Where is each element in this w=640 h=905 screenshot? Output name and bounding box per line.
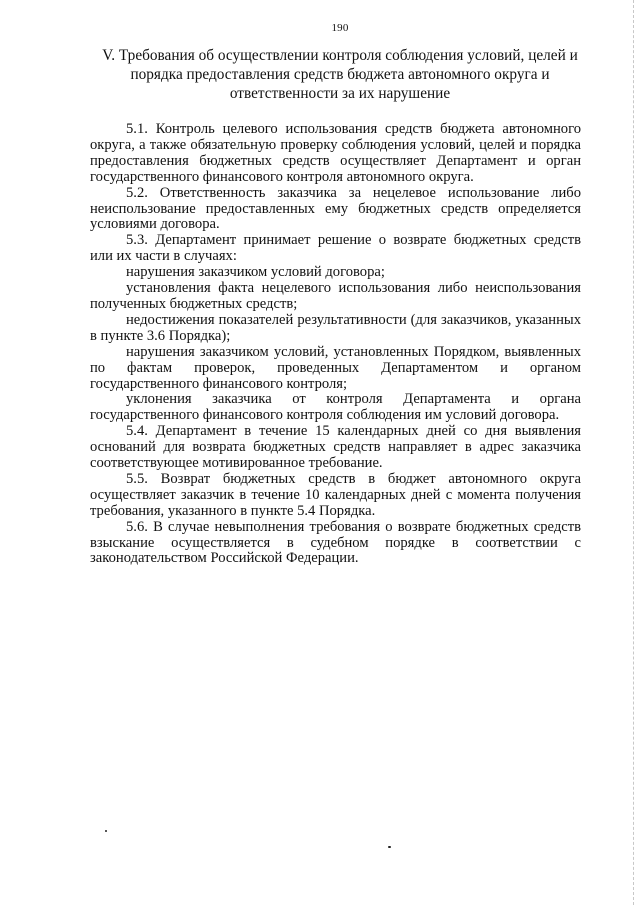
section-body (90, 122, 581, 567)
scan-speck (105, 830, 107, 832)
list-item-evasion-of-control: уклонения заказчика от контроля Департамента и органа государственного финансового контроля соблюдения им условий договора. (90, 391, 581, 424)
list-item-misuse-of-funds: установления факта нецелевого использования либо неиспользования полученных бюджетных средств; (90, 280, 581, 312)
list-item-violation-of-conditions: нарушения заказчиком условий, установленных Порядком, выявленных по фактам проверок, проведенных Департаментом и органом государственного финансового контроля; (90, 343, 581, 392)
list-item-indicators-not-met: недостижения показателей результативности (для заказчиков, указанных в пункте 3.6 Порядка); (90, 311, 581, 344)
paragraph-5-6: 5.6. В случае невыполнения требования о возврате бюджетных средств взыскание осуществляется в судебном порядке в соответствии с законодательством Российской Федерации. (90, 518, 581, 567)
paragraph-5-3: 5.3. Департамент принимает решение о возврате бюджетных средств или их части в случаях: (90, 232, 581, 265)
paragraph-5-4: 5.4. Департамент в течение 15 календарных дней со дня выявления оснований для возврата бюджетных средств направляет в адрес заказчика соответствующее мотивированное требование. (90, 423, 581, 472)
paragraph-5-2: 5.2. Ответственность заказчика за нецелевое использование либо неиспользование предоставленных ему бюджетных средств определяется условиями договора. (90, 184, 581, 233)
paragraph-5-5: 5.5. Возврат бюджетных средств в бюджет автономного округа осуществляет заказчик в течение 10 календарных дней с момента получения требования, указанного в пункте 5.4 Порядка. (90, 470, 581, 519)
page-number: 190 (331, 22, 349, 34)
section-heading: V. Требования об осуществлении контроля соблюдения условий, целей и порядка предоставления средств бюджета автономного округа и ответственности за их нарушение (102, 47, 578, 102)
scan-edge-line (633, 0, 634, 905)
paragraph-5-1: 5.1. Контроль целевого использования средств бюджета автономного округа, а также обязательную проверку соблюдения условий, целей и порядка предоставления бюджетных средств осуществляет Департамент и орган государственного финансового контроля автономного округа. (90, 121, 581, 185)
list-item-breach-of-contract: нарушения заказчиком условий договора; (126, 264, 385, 281)
scan-speck (388, 846, 391, 848)
